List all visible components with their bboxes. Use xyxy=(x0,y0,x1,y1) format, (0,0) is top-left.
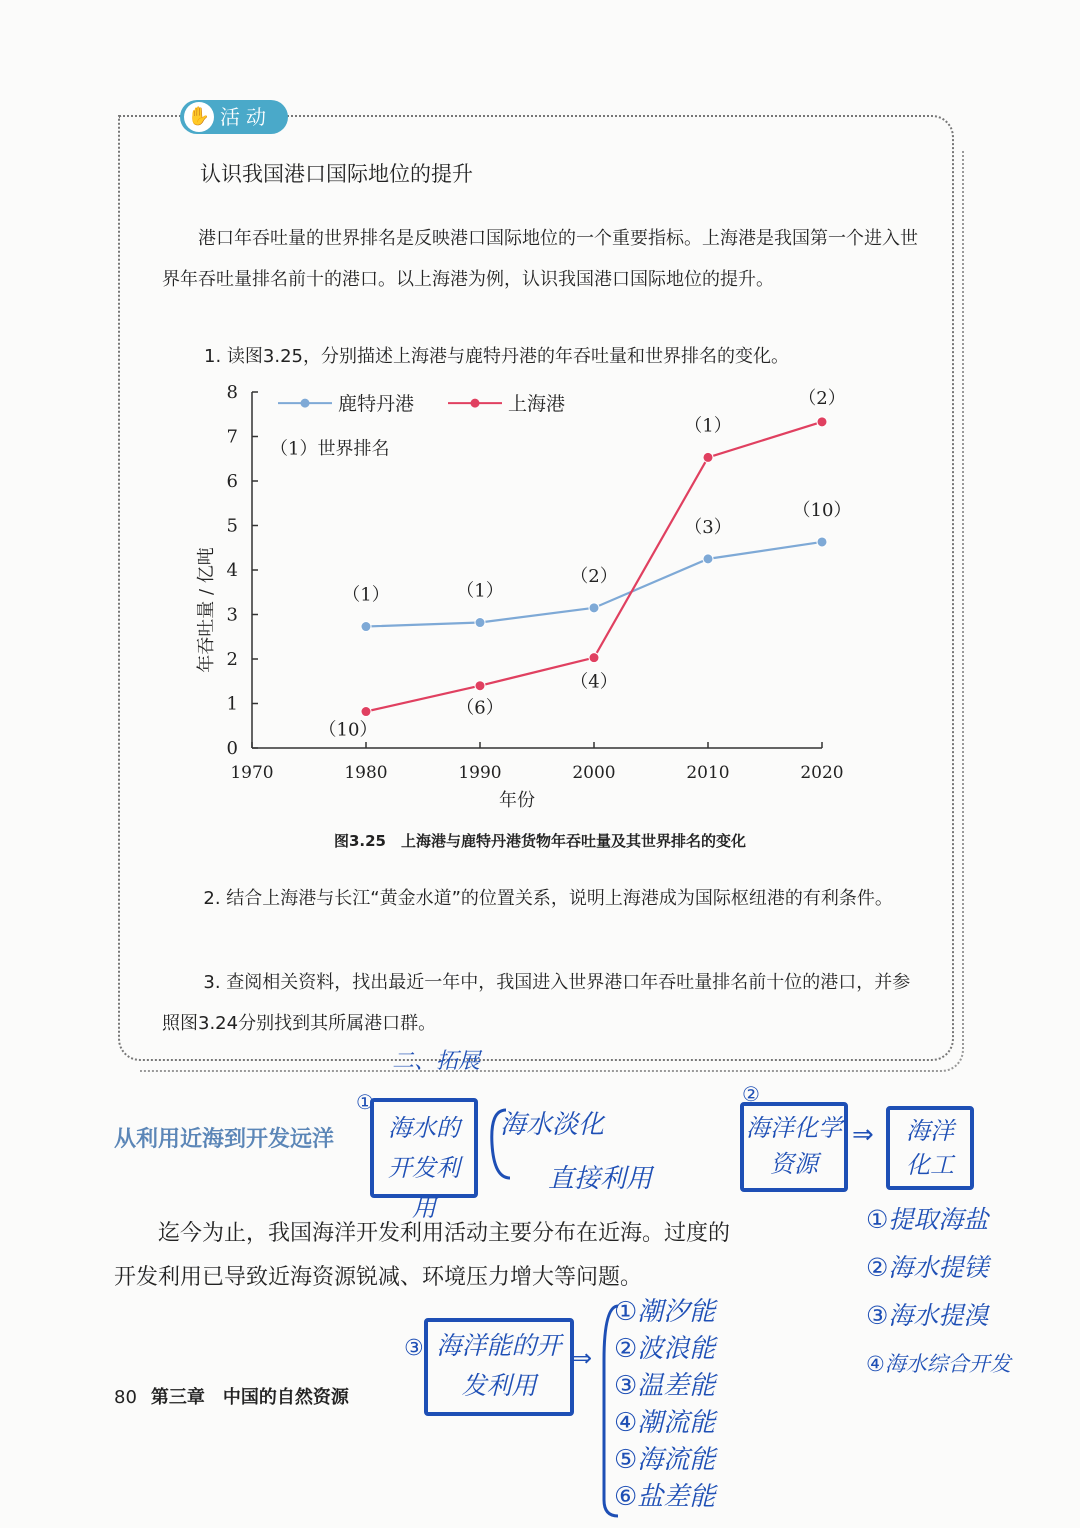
y-tick-label: 4 xyxy=(226,560,238,581)
data-point xyxy=(817,537,827,547)
section-heading: 从利用近海到开发远洋 xyxy=(114,1127,335,1152)
activity-badge xyxy=(180,100,288,134)
legend-marker xyxy=(301,399,310,408)
handnote-2-box xyxy=(740,1102,848,1192)
handnote-3-item: ④潮流能 xyxy=(614,1408,716,1438)
question-1: 1. 读图3.25，分别描述上海港与鹿特丹港的年吞吐量和世界排名的变化。 xyxy=(204,346,789,367)
data-point xyxy=(589,653,599,663)
data-point xyxy=(703,452,713,462)
handnote-1-box xyxy=(370,1098,478,1222)
handnote-3-item: ①潮汐能 xyxy=(614,1297,716,1327)
handnote-2-item: ③海水提溴 xyxy=(866,1301,989,1330)
handnote-2-item: ④海水综合开发 xyxy=(866,1352,1011,1376)
handnote-2-text: 海洋化学资源 xyxy=(746,1114,842,1178)
y-axis-label: 年吞吐量 / 亿吨 xyxy=(196,547,217,673)
y-tick-label: 5 xyxy=(226,515,238,537)
x-tick-label: 2020 xyxy=(800,763,844,783)
x-axis-label: 年份 xyxy=(499,790,535,811)
y-tick-label: 8 xyxy=(226,382,238,403)
handnote-2-list xyxy=(866,1196,1011,1388)
rank-label: （10） xyxy=(792,499,852,521)
chapter-title: 第三章 中国的自然资源 xyxy=(150,1387,349,1408)
x-tick-label: 2010 xyxy=(686,763,730,783)
handnote-3-item: ②波浪能 xyxy=(614,1334,716,1364)
data-point xyxy=(361,707,371,717)
y-tick-label: 3 xyxy=(226,604,238,626)
handnote-2-item: ①提取海盐 xyxy=(866,1205,989,1234)
data-point xyxy=(361,622,371,632)
y-tick-label: 2 xyxy=(226,649,238,670)
activity-title: 认识我国港口国际地位的提升 xyxy=(200,162,473,186)
data-point xyxy=(817,417,827,427)
handnote-3-item: ⑤海流能 xyxy=(614,1445,716,1475)
rank-label: （1） xyxy=(684,415,732,437)
x-tick-label: 1990 xyxy=(458,763,502,783)
data-point xyxy=(589,603,599,613)
legend-label: 鹿特丹港 xyxy=(338,393,415,416)
data-point xyxy=(475,618,485,628)
handnote-expand: 二、拓展 xyxy=(392,1049,481,1074)
handnote-1-b: 直接利用 xyxy=(548,1164,653,1194)
handnote-3-item: ③温差能 xyxy=(614,1371,716,1401)
y-tick-label: 1 xyxy=(226,693,238,715)
question-2: 2. 结合上海港与长江“黄金水道”的位置关系，说明上海港成为国际枢纽港的有利条件。 xyxy=(203,888,893,909)
handnote-3-box xyxy=(424,1318,574,1416)
handnote-2-target-box xyxy=(886,1106,974,1190)
activity-intro: 港口年吞吐量的世界排名是反映港口国际地位的一个重要指标。上海港是我国第一个进入世界年吞吐量排名前十的港口。以上海港为例，认识我国港口国际地位的提升。 xyxy=(162,228,918,290)
rank-label: （1） xyxy=(342,584,390,606)
handnote-3-list xyxy=(614,1294,715,1516)
rank-label: （10） xyxy=(318,719,378,741)
handnote-2-arrow: ⇒ xyxy=(852,1120,874,1150)
handnote-2-number: ② xyxy=(742,1082,760,1106)
y-tick-label: 0 xyxy=(226,738,238,759)
line-chart xyxy=(190,380,880,820)
rank-label: （3） xyxy=(684,516,732,538)
y-tick-label: 6 xyxy=(226,471,238,492)
data-point xyxy=(475,681,485,691)
section-body: 迄今为止，我国海洋开发利用活动主要分布在近海。过度的开发利用已导致近海资源锐减、环境压力增大等问题。 xyxy=(114,1221,731,1290)
handnote-1-text: 海水的开发利用 xyxy=(388,1114,460,1222)
handnote-3-number: ③ xyxy=(404,1336,424,1361)
rank-label: （1） xyxy=(456,580,504,602)
x-tick-label: 2000 xyxy=(572,763,616,783)
handnote-3-text: 海洋能的开发利用 xyxy=(436,1331,562,1400)
hand-icon: ✋ xyxy=(184,102,214,132)
handnote-2-item: ②海水提镁 xyxy=(866,1253,989,1282)
chart-annotation: （1）世界排名 xyxy=(270,438,390,460)
handnote-1-number: ① xyxy=(356,1090,374,1114)
x-tick-label: 1980 xyxy=(344,763,388,783)
data-point xyxy=(703,554,713,564)
y-tick-label: 7 xyxy=(226,426,238,448)
handnote-2-target: 海洋化工 xyxy=(906,1117,954,1179)
page-number: 80 xyxy=(114,1387,137,1408)
page-footer xyxy=(114,1383,349,1409)
rank-label: （4） xyxy=(570,671,618,693)
activity-badge-label: 活动 xyxy=(220,105,272,129)
handnote-3-item: ⑥盐差能 xyxy=(614,1482,716,1512)
question-3: 3. 查阅相关资料，找出最近一年中，我国进入世界港口年吞吐量排名前十位的港口，并参照图3.24分别找到其所属港口群。 xyxy=(162,972,911,1034)
handnote-1-a: 海水淡化 xyxy=(500,1110,605,1140)
x-tick-label: 1970 xyxy=(230,763,274,783)
rank-label: （2） xyxy=(570,565,618,587)
rank-label: （2） xyxy=(798,387,846,409)
handnote-3-arrow: ⇒ xyxy=(572,1344,593,1372)
legend-marker xyxy=(471,399,480,408)
legend-label: 上海港 xyxy=(508,393,566,416)
rank-label: （6） xyxy=(456,697,504,719)
figure-caption: 图3.25 上海港与鹿特丹港货物年吞吐量及其世界排名的变化 xyxy=(333,832,746,850)
